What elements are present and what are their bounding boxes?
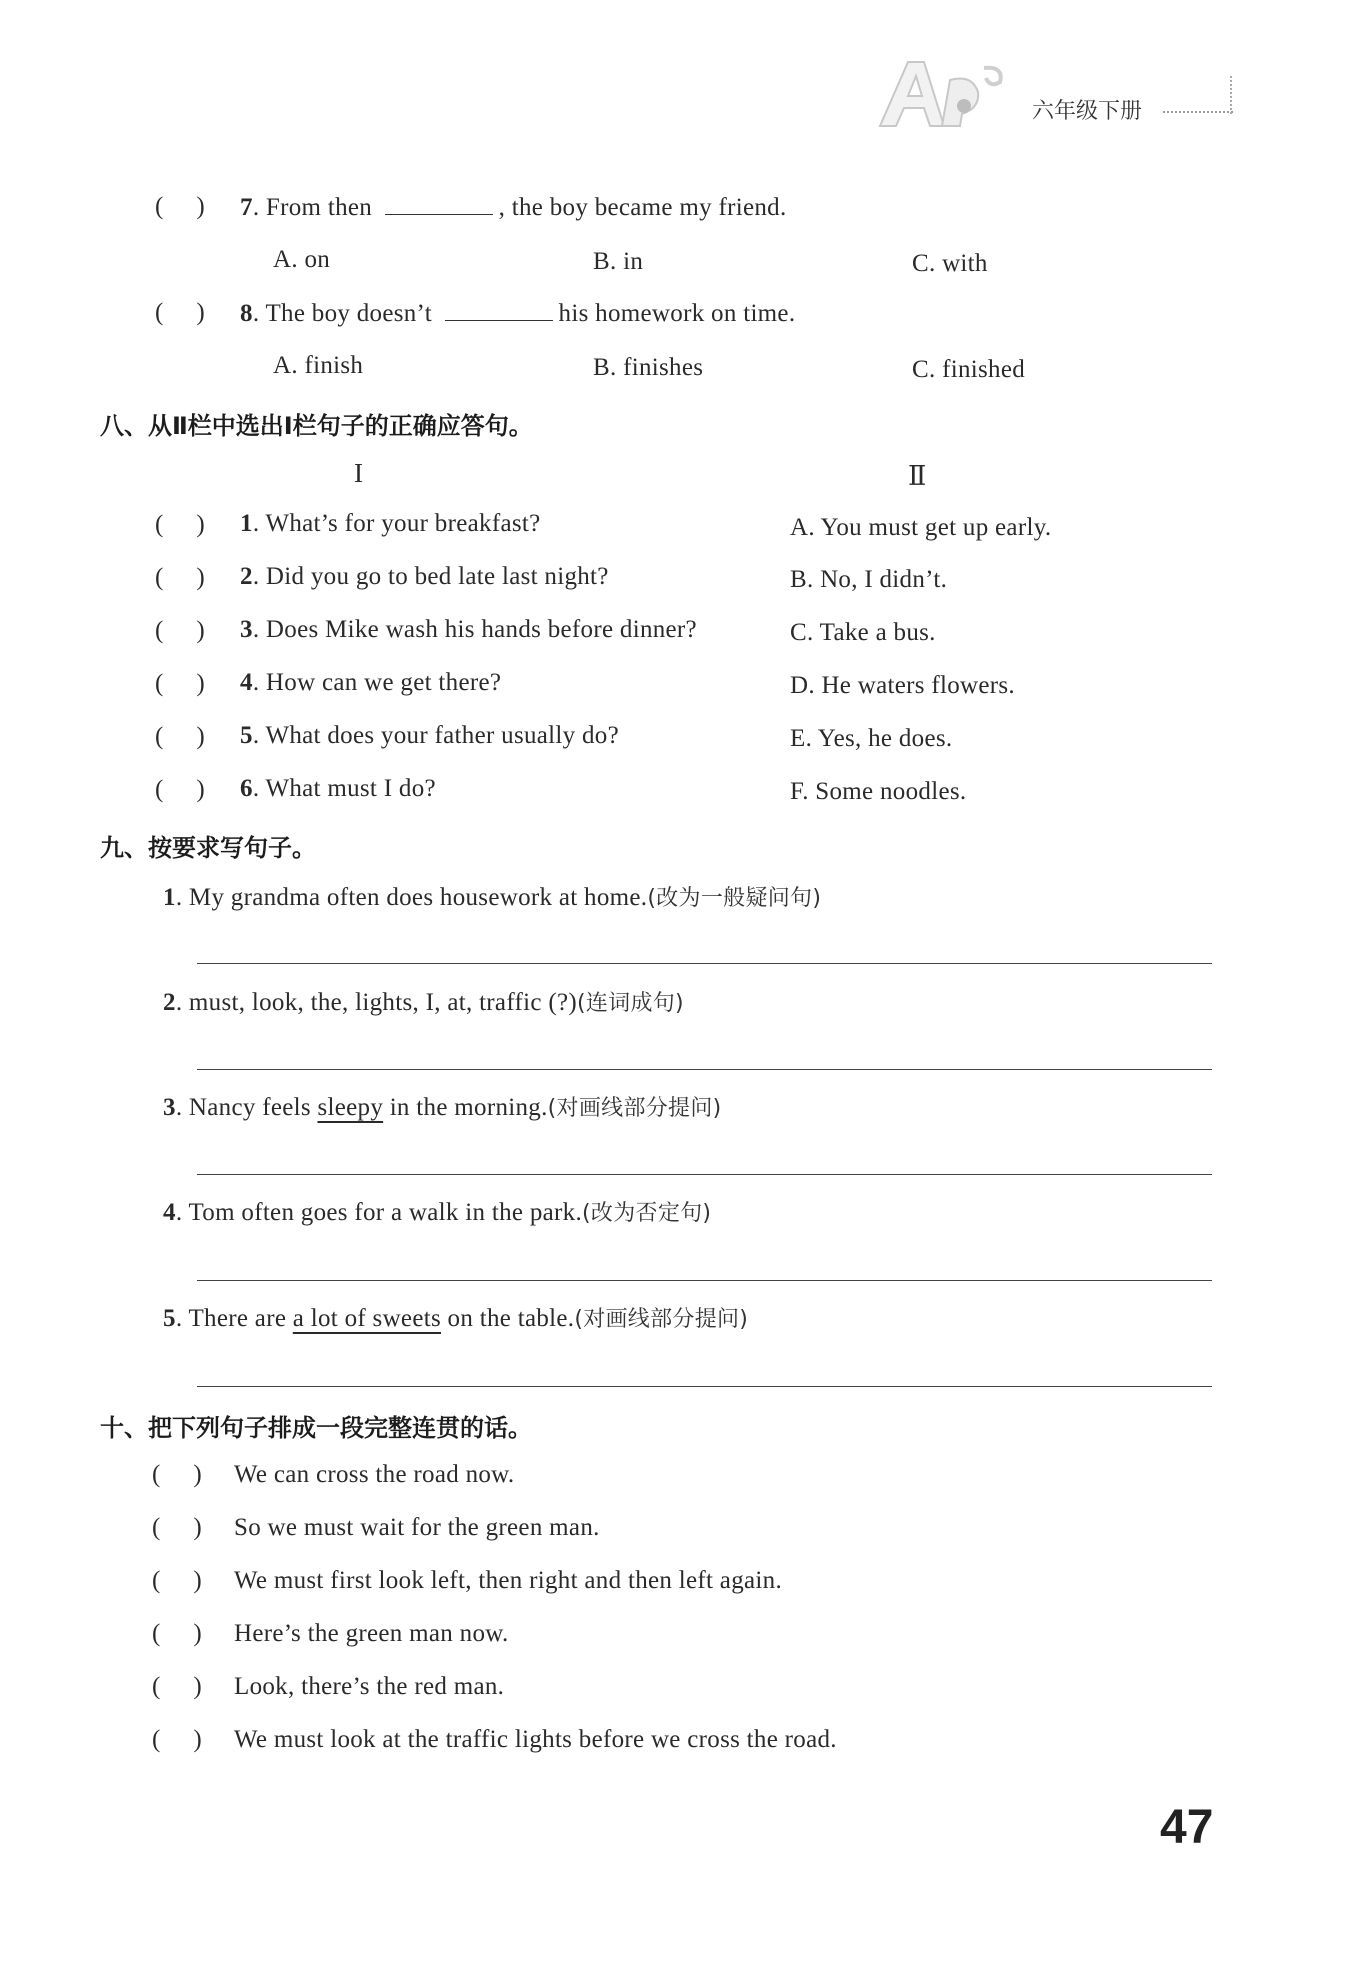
item-instruction: (改为否定句): [582, 1201, 712, 1226]
match-answer: D. He waters flowers.: [790, 672, 1015, 699]
question-number: 5: [240, 722, 253, 749]
rewrite-item: 5. There are a lot of sweets on the table.(对画线部分提问): [163, 1305, 749, 1332]
option-c: C. with: [912, 250, 988, 277]
question-text-after: , the boy became my friend.: [498, 194, 787, 221]
match-answer: B. No, I didn’t.: [790, 566, 948, 593]
question-8: 8. The boy doesn’t his homework on time.: [240, 300, 796, 327]
order-sentence: We must look at the traffic lights before we cross the road.: [234, 1726, 837, 1753]
question-text: Did you go to bed late last night?: [265, 563, 609, 590]
answer-paren[interactable]: ( ): [155, 723, 206, 750]
question-number: 6: [240, 775, 253, 802]
item-instruction: (对画线部分提问): [547, 1096, 722, 1121]
match-question: 6. What must I do?: [240, 775, 436, 802]
answer-line[interactable]: [197, 1280, 1212, 1281]
match-question: 1. What’s for your breakfast?: [240, 510, 541, 537]
order-sentence: Look, there’s the red man.: [234, 1673, 505, 1700]
match-answer: F. Some noodles.: [790, 778, 967, 805]
column-2-label: Ⅱ: [908, 461, 927, 491]
match-question: 5. What does your father usually do?: [240, 722, 620, 749]
question-number: 7: [240, 194, 253, 221]
header-vertical-rule: [1230, 76, 1232, 114]
answer-line[interactable]: [197, 1174, 1212, 1175]
item-instruction: (改为一般疑问句): [647, 886, 822, 911]
match-question: 3. Does Mike wash his hands before dinner?: [240, 616, 697, 643]
question-number: 8: [240, 300, 253, 327]
question-number: 2: [240, 563, 253, 590]
section-10-title: 十、把下列句子排成一段完整连贯的话。: [100, 1414, 532, 1442]
header-divider: [1163, 111, 1233, 113]
match-answer: A. You must get up early.: [790, 514, 1052, 541]
answer-paren[interactable]: ( ): [155, 670, 206, 697]
rewrite-item: 3. Nancy feels sleepy in the morning.(对画线部分提问): [163, 1094, 722, 1121]
item-text-after: in the morning.: [383, 1094, 548, 1121]
item-text: Tom often goes for a walk in the park.: [188, 1199, 583, 1226]
option-a: A. finish: [273, 352, 364, 379]
option-b: B. in: [593, 248, 644, 275]
answer-line[interactable]: [197, 1069, 1212, 1070]
order-sentence: We must first look left, then right and then left again.: [234, 1567, 782, 1594]
answer-paren[interactable]: ( ): [155, 193, 206, 220]
fill-blank[interactable]: [445, 298, 553, 321]
section-9-title: 九、按要求写句子。: [100, 834, 316, 862]
question-text: Does Mike wash his hands before dinner?: [265, 616, 697, 643]
answer-paren[interactable]: ( ): [155, 776, 206, 803]
underlined-phrase: sleepy: [317, 1094, 384, 1121]
option-b: B. finishes: [593, 354, 704, 381]
section-8-title: 八、从Ⅱ栏中选出Ⅰ栏句子的正确应答句。: [100, 412, 533, 440]
question-text-before: The boy doesn’t: [265, 300, 432, 327]
answer-paren[interactable]: ( ): [155, 564, 206, 591]
answer-paren[interactable]: ( ): [152, 1620, 203, 1647]
question-number: 4: [240, 669, 253, 696]
answer-paren[interactable]: ( ): [152, 1461, 203, 1488]
fill-blank[interactable]: [385, 192, 493, 215]
question-text: How can we get there?: [265, 669, 502, 696]
page-number: 47: [1160, 1801, 1214, 1854]
item-number: 2: [163, 989, 176, 1016]
option-c: C. finished: [912, 356, 1026, 383]
item-number: 5: [163, 1305, 176, 1332]
answer-paren[interactable]: ( ): [155, 617, 206, 644]
question-7: 7. From then , the boy became my friend.: [240, 194, 787, 221]
answer-line[interactable]: [197, 1386, 1212, 1387]
answer-paren[interactable]: ( ): [152, 1726, 203, 1753]
question-number: 3: [240, 616, 253, 643]
question-text-before: From then: [265, 194, 373, 221]
match-question: 2. Did you go to bed late last night?: [240, 563, 609, 590]
item-text-after: on the table.: [441, 1305, 575, 1332]
question-number: 1: [240, 510, 253, 537]
item-text: must, look, the, lights, I, at, traffic (?): [188, 989, 577, 1016]
item-text: There are: [188, 1305, 293, 1332]
answer-paren[interactable]: ( ): [152, 1673, 203, 1700]
underlined-phrase: a lot of sweets: [292, 1305, 441, 1332]
answer-line[interactable]: [197, 963, 1212, 964]
item-number: 1: [163, 884, 176, 911]
match-answer: C. Take a bus.: [790, 619, 936, 646]
order-sentence: So we must wait for the green man.: [234, 1514, 600, 1541]
item-text: My grandma often does housework at home.: [188, 884, 648, 911]
column-1-label: I: [354, 458, 364, 488]
rewrite-item: 1. My grandma often does housework at home.(改为一般疑问句): [163, 884, 822, 911]
header-grade-label: 六年级下册: [1032, 99, 1143, 124]
match-answer: E. Yes, he does.: [790, 725, 953, 752]
order-sentence: Here’s the green man now.: [234, 1620, 509, 1647]
rewrite-item: 2. must, look, the, lights, I, at, traffic (?)(连词成句): [163, 989, 684, 1016]
question-text-after: his homework on time.: [558, 300, 796, 327]
answer-paren[interactable]: ( ): [155, 299, 206, 326]
answer-paren[interactable]: ( ): [152, 1567, 203, 1594]
item-number: 4: [163, 1199, 176, 1226]
answer-paren[interactable]: ( ): [155, 511, 206, 538]
item-instruction: (连词成句): [576, 991, 684, 1016]
question-text: What does your father usually do?: [265, 722, 620, 749]
answer-paren[interactable]: ( ): [152, 1514, 203, 1541]
option-a: A. on: [273, 246, 331, 273]
order-sentence: We can cross the road now.: [234, 1461, 515, 1488]
rewrite-item: 4. Tom often goes for a walk in the park.(改为否定句): [163, 1199, 712, 1226]
header-logo: [872, 48, 1012, 136]
item-number: 3: [163, 1094, 176, 1121]
question-text: What’s for your breakfast?: [265, 510, 541, 537]
question-text: What must I do?: [265, 775, 436, 802]
item-instruction: (对画线部分提问): [574, 1307, 749, 1332]
item-text: Nancy feels: [188, 1094, 318, 1121]
match-question: 4. How can we get there?: [240, 669, 502, 696]
